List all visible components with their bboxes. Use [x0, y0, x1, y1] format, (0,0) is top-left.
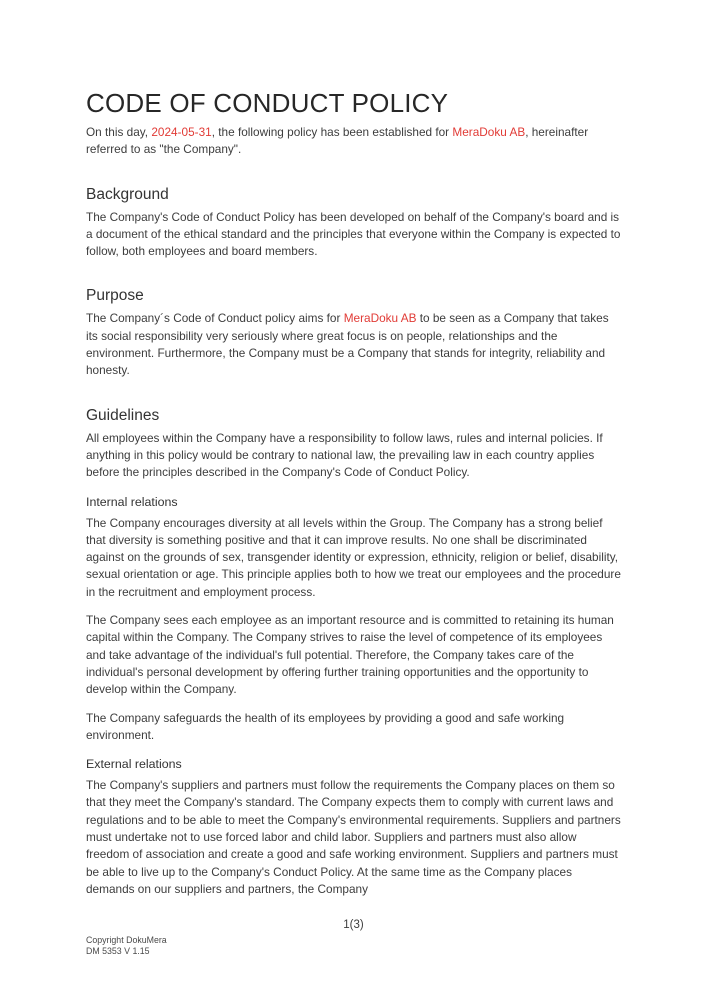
- section-heading-purpose: Purpose: [86, 287, 144, 305]
- section-heading-background: Background: [86, 185, 169, 203]
- text-run: All employees within the Company have a responsibility to follow laws, rules and internal policies. If anything in this policy would be contrary to national law, the prevailing law in each country applies before the principles described in the Company's Code of Conduct Policy.: [86, 430, 603, 480]
- text-run: On this day,: [86, 125, 152, 139]
- text-run: The Company's suppliers and partners must follow the requirements the Company places on them so that they meet the Company's standard. The Company expects them to comply with current laws and regulations and to be able to meet the Company's environmental requirements. Suppliers and partners must undertake not to use forced labor and child labor. Suppliers and partners must also allow freedom of association and create a good and safe working environment. Suppliers and partners must be able to live up to the Company's Conduct Policy. At the same time as the Company places demands on our suppliers and partners, the Company: [86, 778, 621, 896]
- highlighted-text: MeraDoku AB: [343, 311, 417, 326]
- text-run: , the following policy has been established for: [211, 125, 453, 139]
- highlighted-text: 2024-05-31: [151, 125, 212, 139]
- paragraph: [86, 612, 622, 698]
- document-body: [86, 186, 622, 899]
- text-run: The Company encourages diversity at all levels within the Group. The Company has a strong belief that diversity is something positive and that it can improve results. No one shall be discriminated against on the grounds of sex, transgender identity or expression, ethnicity, religion or belief, disability, sexual orientation or age. This principle applies both to how we treat our employees and the procedure in the recruitment and employment process.: [86, 515, 621, 599]
- section-heading-external-relations: External relations: [86, 757, 182, 772]
- document-title: CODE OF CONDUCT POLICY: [86, 88, 449, 118]
- paragraph: [86, 430, 622, 482]
- text-run: The Company sees each employee as an important resource and is committed to retaining its human capital within the Company. The Company strives to raise the level of competence of its employees and take advantage of the individual's full potential. Therefore, the Company takes care of the individual's personal development by offering further training opportunities and the opportunity to develop within the Company.: [86, 613, 614, 697]
- text-run: , hereinafter referred to as "the Company".: [86, 125, 589, 157]
- copyright-text: Copyright DokuMera: [86, 935, 167, 945]
- section-heading-internal-relations: Internal relations: [86, 494, 178, 509]
- highlighted-text: MeraDoku AB: [452, 125, 526, 139]
- paragraph: [86, 209, 622, 261]
- document-content: [86, 88, 622, 909]
- paragraph: [86, 777, 622, 898]
- footer-block: [86, 935, 167, 957]
- text-run: to be seen as a Company that takes its social responsibility very seriously where great focus is on people, relationships and the environment. Furthermore, the Company must be a Company that stands for integrity, reliability and honesty.: [86, 311, 609, 378]
- paragraph: [86, 515, 622, 601]
- text-run: The Company´s Code of Conduct policy aims for: [86, 311, 344, 326]
- intro-paragraph: [86, 124, 622, 159]
- document-version: DM 5353 V 1.15: [86, 946, 150, 956]
- paragraph: [86, 310, 622, 379]
- text-run: The Company's Code of Conduct Policy has been developed on behalf of the Company's board and is a document of the ethical standard and the principles that everyone within the Company is expected to follow, both employees and board members.: [86, 209, 621, 259]
- text-run: The Company safeguards the health of its employees by providing a good and safe working environment.: [86, 710, 565, 742]
- section-heading-guidelines: Guidelines: [86, 406, 160, 424]
- paragraph: [86, 710, 622, 745]
- page-number: 1(3): [343, 919, 364, 931]
